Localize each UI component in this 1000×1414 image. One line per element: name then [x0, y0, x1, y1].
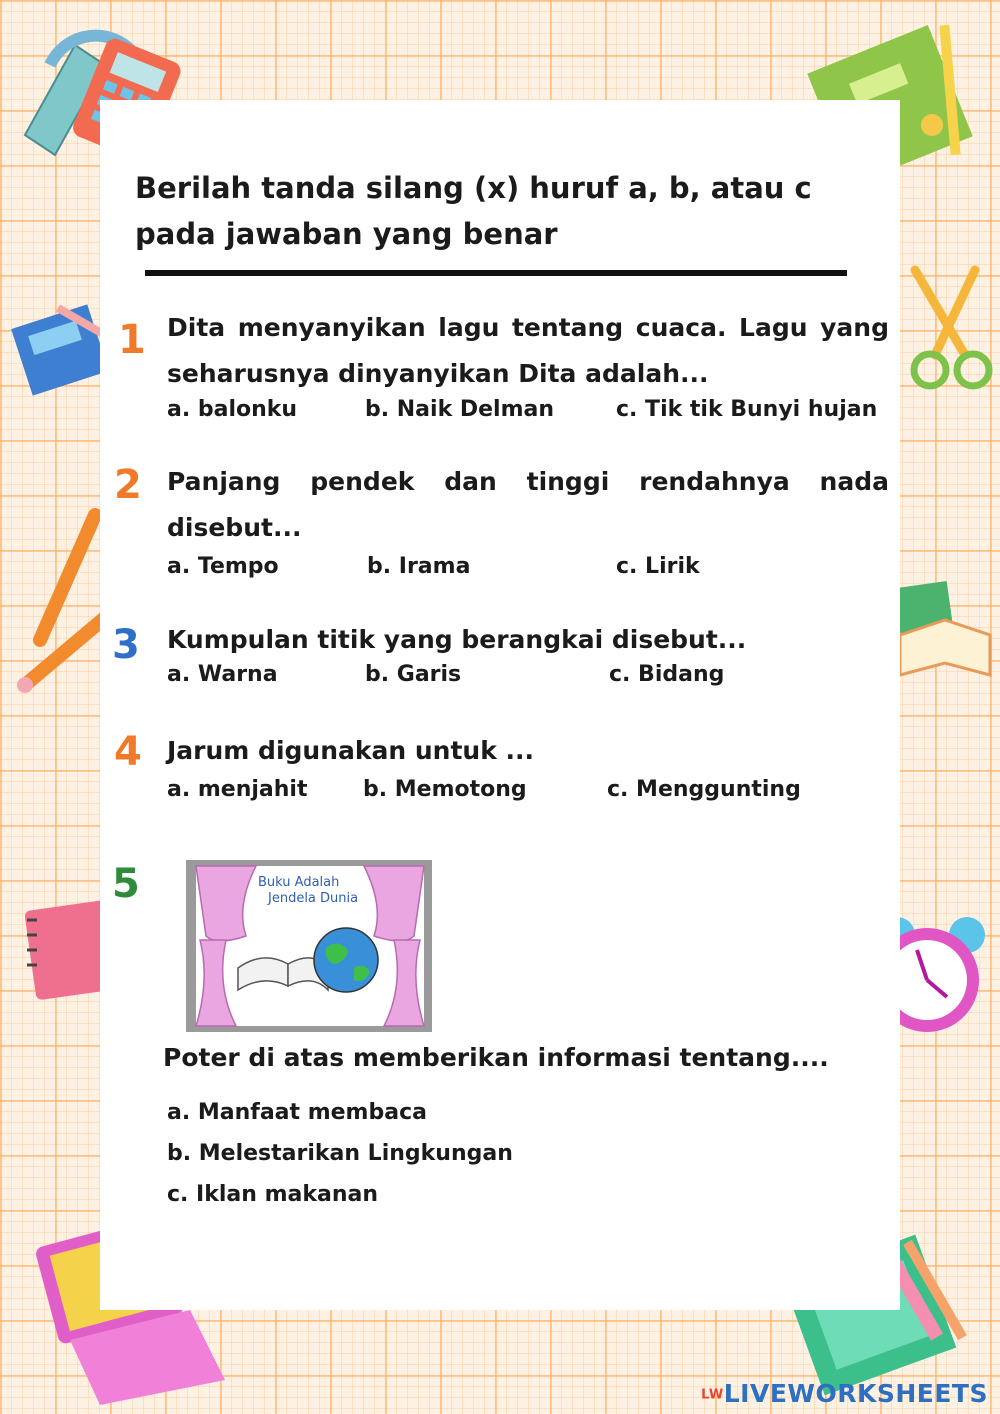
question-4-option-c[interactable]: c. Menggunting: [607, 777, 801, 802]
worksheet-panel: [100, 100, 900, 1310]
question-3-option-b[interactable]: b. Garis: [365, 662, 462, 687]
question-2-option-c[interactable]: c. Lirik: [616, 554, 700, 579]
question-5-option-a[interactable]: a. Manfaat membaca: [167, 1100, 427, 1125]
question-1-option-b[interactable]: b. Naik Delman: [365, 397, 555, 422]
question-3-number: 3: [112, 622, 140, 668]
question-2-option-a[interactable]: a. Tempo: [167, 554, 279, 579]
question-2-option-b[interactable]: b. Irama: [367, 554, 471, 579]
reading-poster-image: [186, 860, 432, 1032]
question-4-option-b[interactable]: b. Memotong: [363, 777, 527, 802]
question-5-number: 5: [112, 861, 140, 907]
question-4-text: Jarum digunakan untuk ...: [167, 736, 535, 765]
question-4-option-a[interactable]: a. menjahit: [167, 777, 308, 802]
watermark-text: LIVEWORKSHEETS: [723, 1379, 988, 1408]
instructions-title: Berilah tanda silang (x) huruf a, b, atau c pada jawaban yang benar: [135, 171, 812, 251]
question-4-number: 4: [114, 729, 142, 775]
question-5-option-c[interactable]: c. Iklan makanan: [167, 1182, 378, 1207]
liveworksheets-logo: LW: [701, 1387, 724, 1403]
question-1-text: Dita menyanyikan lagu tentang cuaca. Lagu yang seharusnya dinyanyikan Dita adalah...: [167, 313, 889, 388]
question-3-option-c[interactable]: c. Bidang: [609, 662, 725, 687]
question-3-option-a[interactable]: a. Warna: [167, 662, 278, 687]
liveworksheets-watermark: [701, 1379, 988, 1408]
poster-caption-line1: Buku Adalah: [258, 875, 340, 890]
scissors-illustration: [895, 260, 1000, 400]
question-2-number: 2: [114, 462, 142, 508]
poster-caption-line2: Jendela Dunia: [268, 891, 359, 906]
title-divider: [145, 270, 847, 276]
question-1-option-c[interactable]: c. Tik tik Bunyi hujan: [616, 397, 878, 422]
question-3-text: Kumpulan titik yang berangkai disebut...: [167, 625, 747, 654]
question-2-text: Panjang pendek dan tinggi rendahnya nada disebut...: [167, 467, 889, 542]
question-5-option-b[interactable]: b. Melestarikan Lingkungan: [167, 1141, 513, 1166]
question-1-number: 1: [118, 317, 146, 363]
question-5-text: Poter di atas memberikan informasi tentang....: [163, 1043, 829, 1072]
question-1-option-a[interactable]: a. balonku: [167, 397, 298, 422]
